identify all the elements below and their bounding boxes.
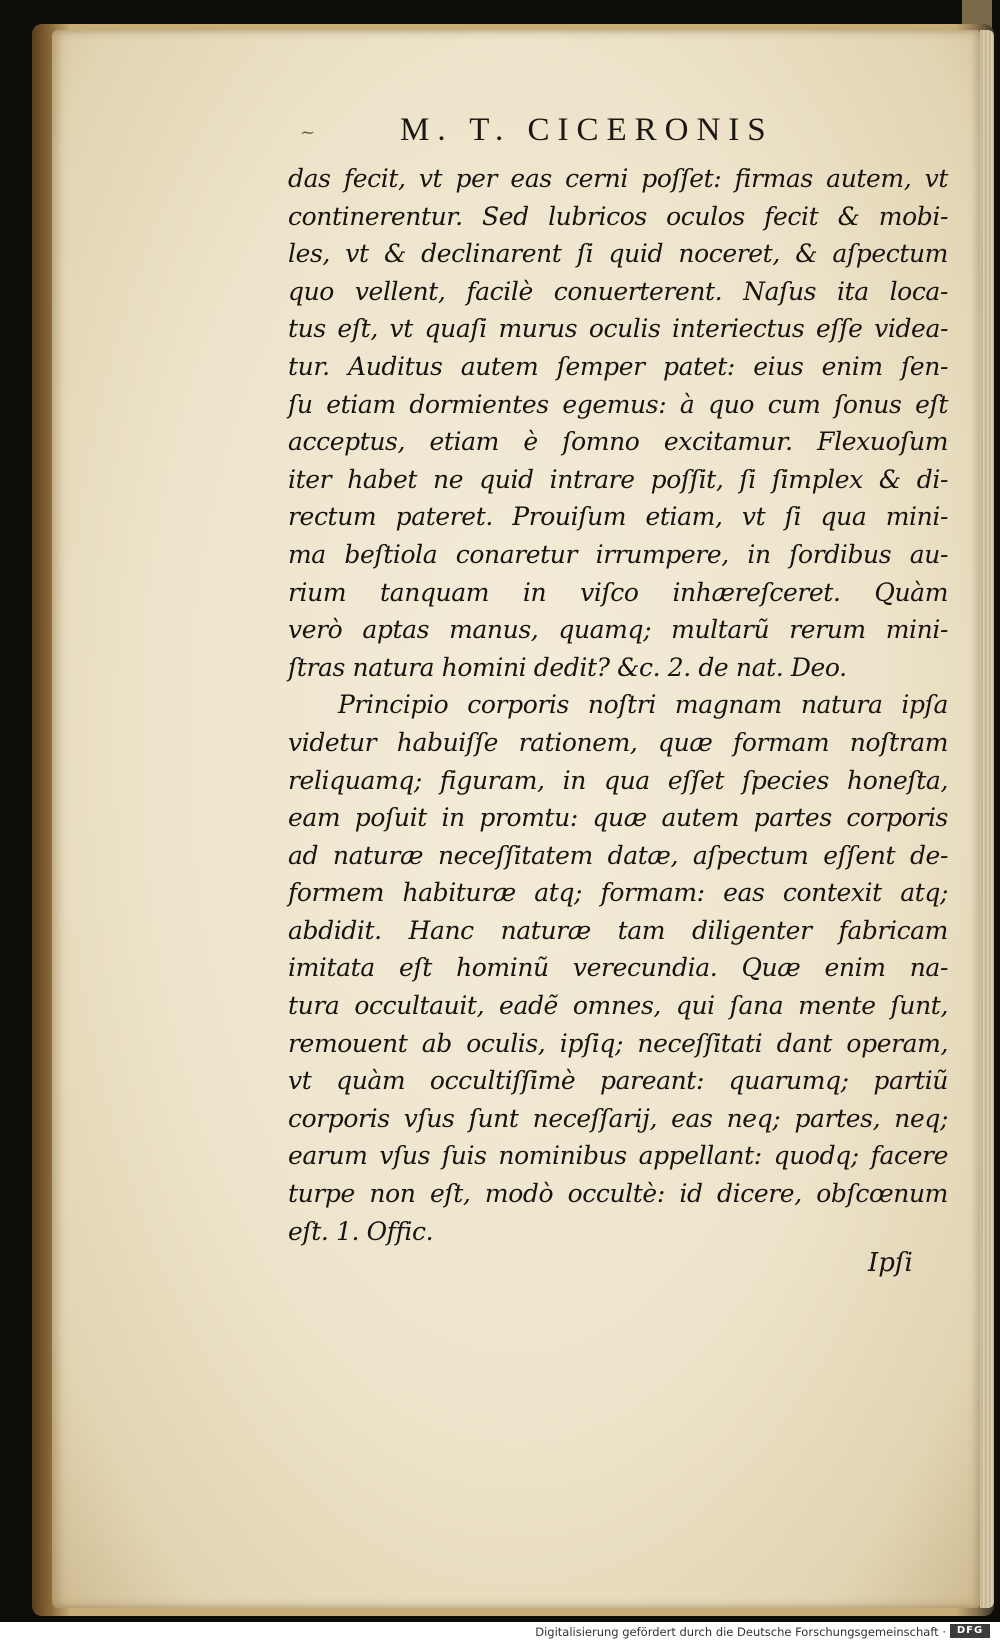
running-head-mark: ~ bbox=[300, 122, 316, 143]
text-line: earum vſus ſuis nominibus appellant: quodq; facere bbox=[288, 1141, 948, 1171]
text-line: tur. Auditus autem ſemper patet: eius enim ſen- bbox=[288, 351, 948, 381]
text-line: videtur habuiſſe rationem, quæ formam noſtram bbox=[288, 727, 948, 757]
text-line: corporis vſus ſunt neceſſarij, eas neq; partes, neq; bbox=[288, 1103, 948, 1133]
text-line: vt quàm occultiſſimè pareant: quarumq; partiũ bbox=[288, 1066, 948, 1096]
text-line: eam poſuit in promtu: quæ autem partes corporis bbox=[288, 803, 948, 833]
text-line: abdidit. Hanc naturæ tam diligenter fabricam bbox=[288, 915, 948, 945]
text-line: rectum pateret. Prouiſum etiam, vt ſi qua mini- bbox=[288, 502, 948, 532]
text-line: continerentur. Sed lubricos oculos fecit & mobi- bbox=[288, 201, 948, 231]
text-line: tura occultauit, eadẽ omnes, qui ſana mente ſunt, bbox=[288, 991, 948, 1021]
text-line: imitata eſt hominũ verecundia. Quæ enim na- bbox=[288, 953, 948, 983]
text-line: rium tanquam in viſco inhæreſceret. Quàm bbox=[288, 577, 948, 607]
text-line: eſt. 1. Offic. bbox=[288, 1216, 434, 1246]
text-line: acceptus, etiam è ſomno excitamur. Flexuoſum bbox=[288, 427, 948, 457]
text-line: ſtras natura homini dedit? &c. 2. de nat. Deo. bbox=[288, 652, 847, 682]
text-line: ma beſtiola conaretur irrumpere, in ſordibus au- bbox=[288, 539, 948, 569]
text-line: quo vellent, facilè conuerterent. Naſus ita loca- bbox=[288, 276, 948, 306]
catchword: Ipſi bbox=[868, 1248, 913, 1278]
text-line: verò aptas manus, quamq; multarũ rerum mini- bbox=[288, 615, 948, 645]
text-line: ad naturæ neceſſitatem datæ, aſpectum eſſent de- bbox=[288, 840, 948, 870]
text-line: formem habituræ atq; formam: eas contexit atq; bbox=[288, 878, 948, 908]
text-line: reliquamq; figuram, in qua eſſet ſpecies honeſta, bbox=[288, 765, 948, 795]
text-line: turpe non eſt, modò occultè: id dicere, obſcœnum bbox=[288, 1179, 948, 1209]
running-head: M. T. CICERONIS bbox=[400, 112, 774, 148]
text-line: tus eſt, vt quaſi murus oculis interiectus eſſe videa- bbox=[288, 314, 948, 344]
text-line: iter habet ne quid intrare poſſit, ſi ſimplex & di- bbox=[288, 464, 948, 494]
text-line: Principio corporis noſtri magnam natura ipſa bbox=[338, 690, 948, 720]
text-line: ſu etiam dormientes egemus: à quo cum ſonus eſt bbox=[288, 389, 948, 419]
text-line: remouent ab oculis, ipſiq; neceſſitati dant operam, bbox=[288, 1028, 948, 1058]
body-text bbox=[288, 160, 948, 1250]
text-line: das fecit, vt per eas cerni poſſet: firmas autem, vt bbox=[288, 164, 948, 193]
text-line: les, vt & declinarent ſi quid noceret, & aſpectum bbox=[288, 239, 948, 269]
page-fore-edge bbox=[980, 30, 994, 1608]
footer-credit: Digitalisierung gefördert durch die Deutsche Forschungsgemeinschaft · bbox=[535, 1625, 946, 1639]
dfg-logo: DFG bbox=[950, 1624, 990, 1638]
